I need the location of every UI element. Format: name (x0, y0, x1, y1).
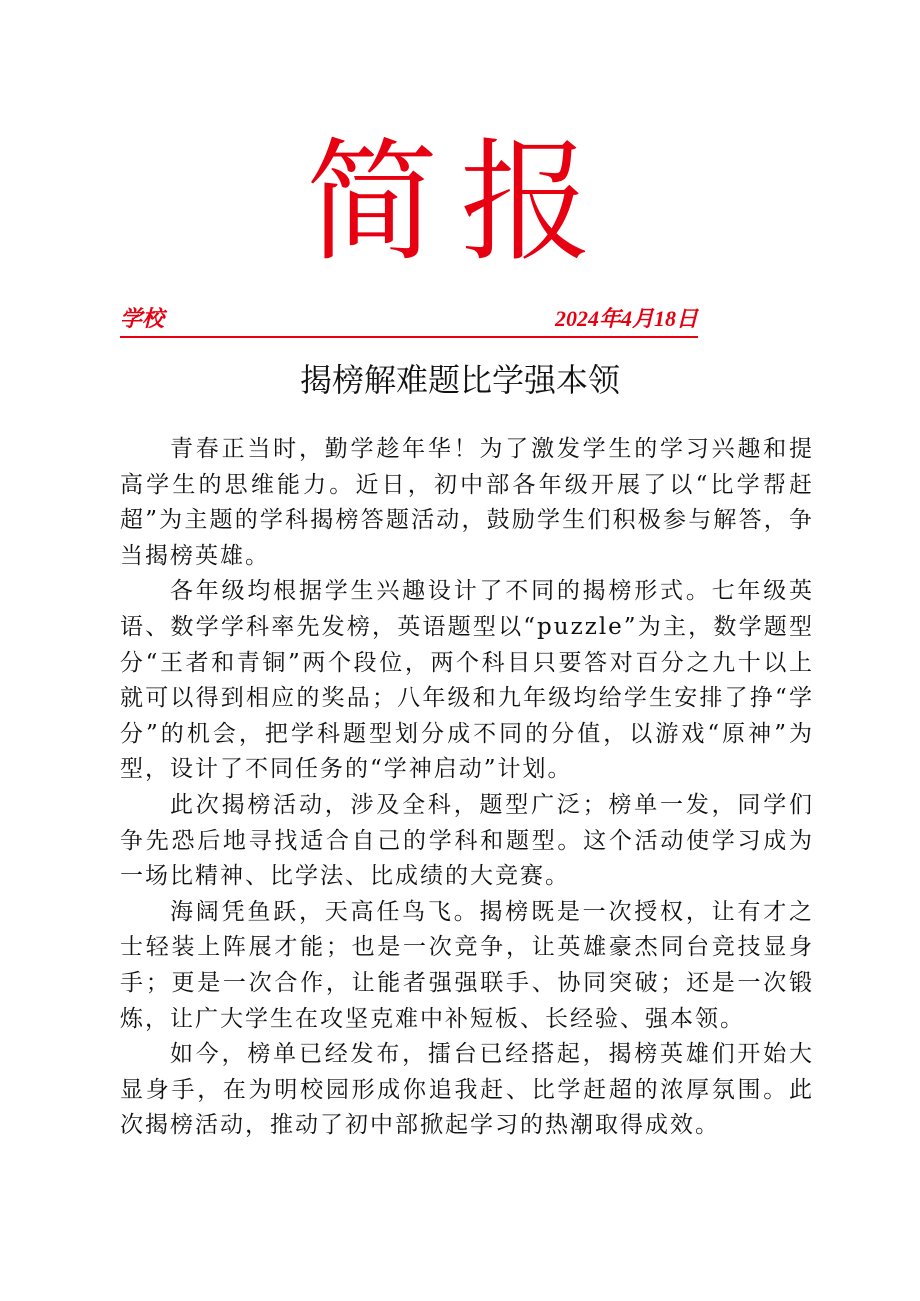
masthead-title: 简报 (306, 126, 614, 280)
dateline (120, 304, 698, 338)
article-paragraph: 海阔凭鱼跃，天高任鸟飞。揭榜既是一次授权，让有才之士轻装上阵展才能；也是一次竞争，让英雄豪杰同台竞技显身手；更是一次合作，让能者强强联手、协同突破；还是一次锻炼，让广大学生在攻坚克难中补短板、长经验、强本领。 (120, 898, 814, 1032)
article-paragraph: 如今，榜单已经发布，擂台已经搭起，揭榜英雄们开始大显身手，在为明校园形成你追我赶、比学赶超的浓厚氛围。此次揭榜活动，推动了初中部掀起学习的热潮取得成效。 (120, 1041, 814, 1139)
issue-date: 2024年4月18日 (554, 306, 698, 331)
article-headline: 揭榜解难题比学强本领 (299, 361, 620, 399)
article-paragraph: 各年级均根据学生兴趣设计了不同的揭榜形式。七年级英语、数学学科率先发榜，英语题型以“puzzle”为主，数学题型分“王者和青铜”两个段位，两个科目只要答对百分之九十以上就可以得到相应的奖品；八年级和九年级均给学生安排了挣“学分”的机会，把学科题型划分成不同的分值，以游戏“原神”为型，设计了不同任务的“学神启动”计划。 (120, 578, 814, 783)
article-paragraph: 青春正当时，勤学趁年华！为了激发学生的学习兴趣和提高学生的思维能力。近日，初中部各年级开展了以“比学帮赶超”为主题的学科揭榜答题活动，鼓励学生们积极参与解答，争当揭榜英雄。 (120, 436, 814, 569)
school-label: 学校 (120, 306, 165, 331)
article-paragraph: 此次揭榜活动，涉及全科，题型广泛；榜单一发，同学们争先恐后地寻找适合自己的学科和题型。这个活动使学习成为一场比精神、比学法、比成绩的大竞赛。 (120, 791, 814, 890)
article-body (120, 432, 814, 1144)
